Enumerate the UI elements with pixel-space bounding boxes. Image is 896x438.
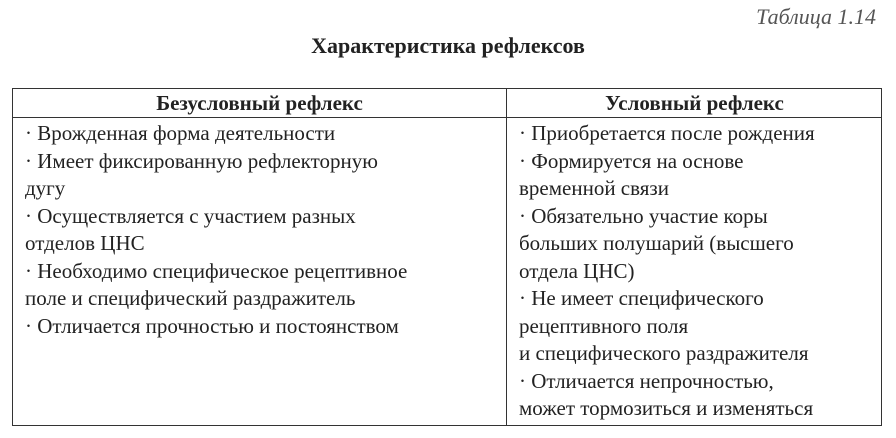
list-item: [25, 258, 505, 313]
item-text: · Формируется на основе: [519, 148, 744, 173]
column-divider: [506, 89, 507, 425]
item-text: · Врожденная форма деятельности: [25, 121, 336, 145]
item-text: · Осуществляется с участием разных: [25, 203, 356, 228]
item-text: · Отличается непрочностью,: [519, 368, 774, 393]
list-item: [519, 120, 881, 148]
item-text: может тормозиться и изменяться: [519, 396, 814, 420]
unconditioned-reflex-column: [25, 120, 505, 340]
list-item: [25, 148, 505, 203]
item-text: поле и специфический раздражитель: [25, 286, 356, 310]
list-item: [25, 120, 505, 148]
item-text: · Приобретается после рождения: [519, 121, 815, 145]
item-text: отделов ЦНС: [25, 231, 145, 255]
table-number: Таблица 1.14: [756, 4, 876, 29]
header-conditioned-reflex: Условный рефлекс: [605, 91, 784, 115]
header-unconditioned-reflex: Безусловный рефлекс: [156, 91, 363, 115]
item-text: · Отличается прочностью и постоянством: [25, 313, 399, 338]
item-text: · Не имеет специфического: [519, 286, 764, 310]
list-item: [25, 203, 505, 258]
item-text: больших полушарий (высшего: [519, 231, 794, 255]
table-header-row: [13, 89, 881, 118]
list-item: [519, 203, 881, 286]
list-item: [519, 285, 881, 368]
list-item: [519, 148, 881, 203]
item-text: рецептивного поля: [519, 313, 689, 338]
list-item: [25, 313, 505, 341]
table-title: Характеристика рефлексов: [311, 33, 585, 58]
item-text: временной связи: [519, 176, 669, 200]
item-text: · Имеет фиксированную рефлекторную: [25, 148, 378, 173]
conditioned-reflex-column: [519, 120, 881, 423]
item-text: · Обязательно участие коры: [519, 203, 768, 228]
item-text: отдела ЦНС): [519, 258, 635, 283]
reflex-table: [12, 88, 882, 426]
item-text: дугу: [25, 176, 66, 200]
list-item: [519, 368, 881, 423]
item-text: и специфического раздражителя: [519, 341, 809, 365]
item-text: · Необходимо специфическое рецептивное: [25, 258, 408, 283]
